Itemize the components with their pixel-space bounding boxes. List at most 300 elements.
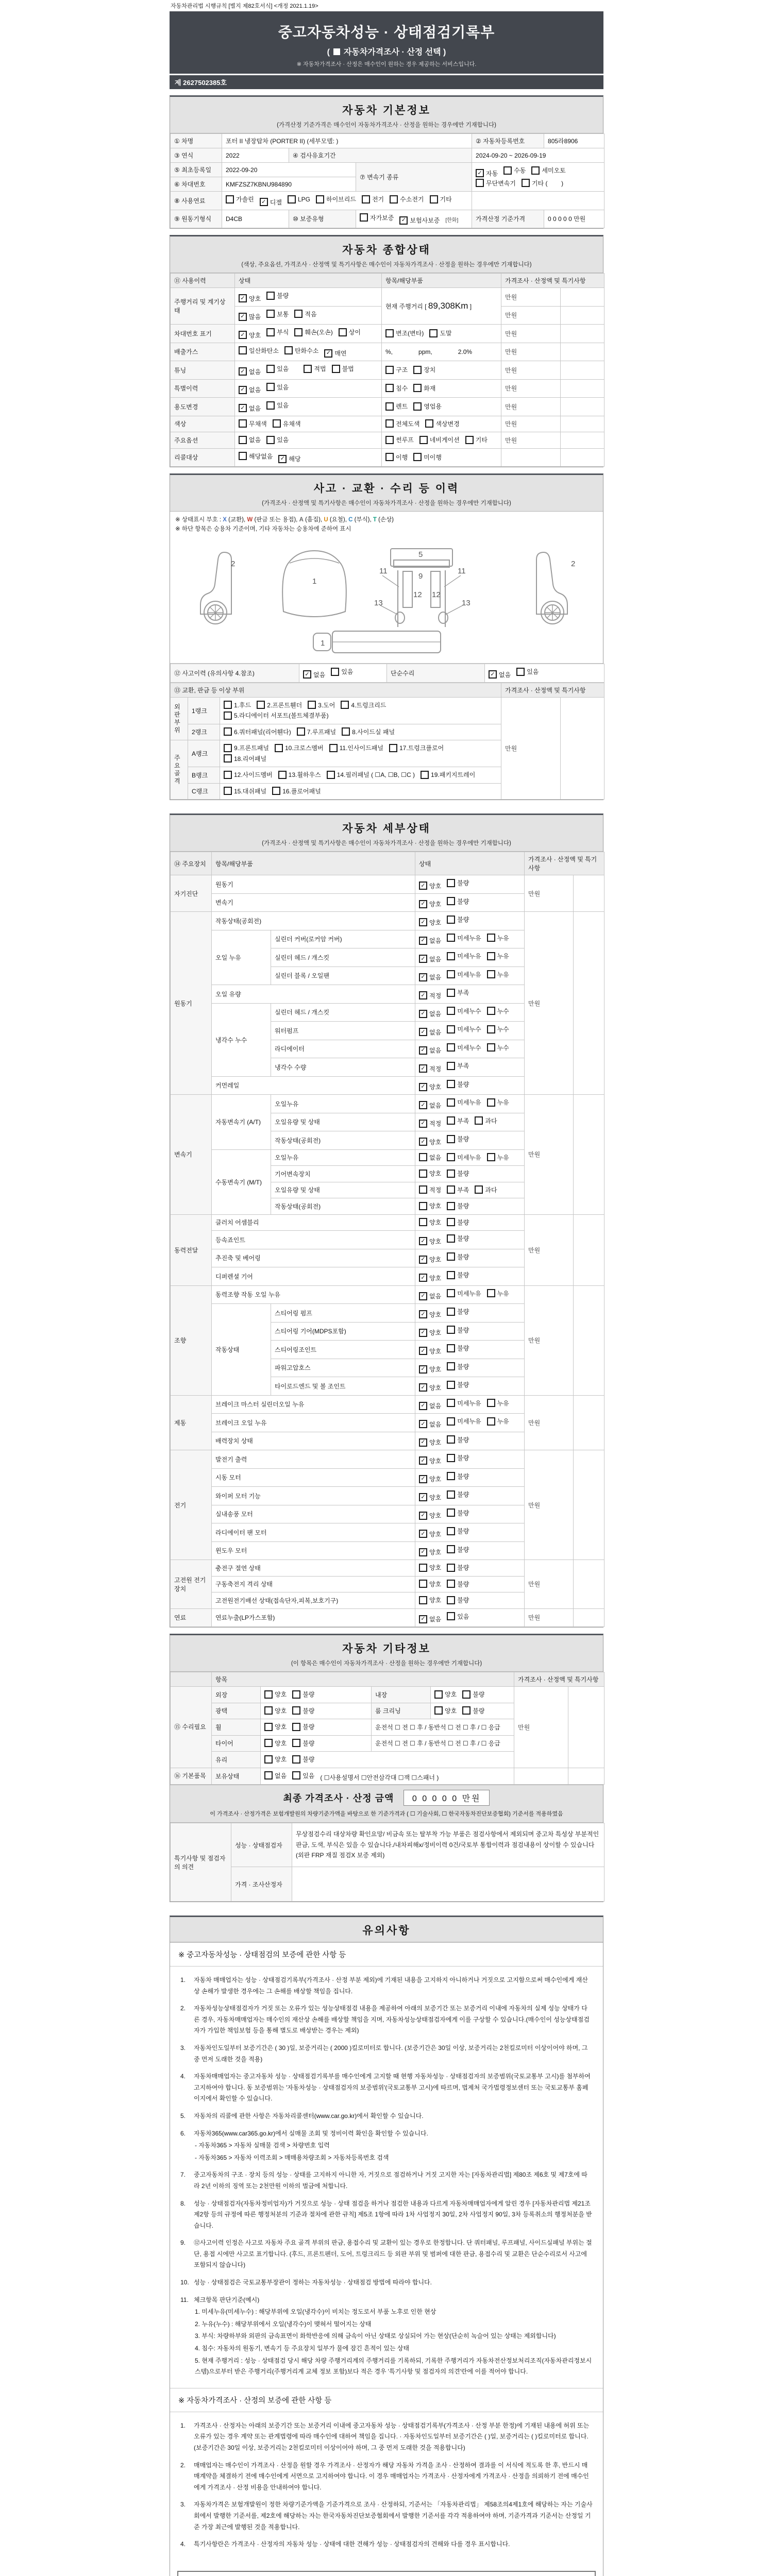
checkbox[interactable]: ✓ bbox=[239, 386, 247, 394]
checkbox[interactable] bbox=[447, 1545, 455, 1553]
transmission-options bbox=[472, 163, 604, 192]
usage-change-state bbox=[235, 398, 382, 416]
checkbox-unchecked bbox=[419, 1563, 441, 1572]
checkbox[interactable]: ✓ bbox=[419, 1475, 427, 1483]
legend-mark-desc: (교환), bbox=[226, 517, 247, 523]
checkbox[interactable] bbox=[224, 711, 232, 720]
checkbox[interactable] bbox=[447, 916, 455, 924]
checkbox[interactable] bbox=[292, 1706, 300, 1715]
checkbox[interactable] bbox=[239, 419, 247, 428]
checkbox[interactable] bbox=[224, 771, 232, 779]
detail-item-state bbox=[415, 1058, 525, 1077]
checkbox[interactable] bbox=[429, 329, 438, 337]
checkbox-label: 양호 bbox=[429, 1439, 442, 1446]
checkbox[interactable] bbox=[447, 1326, 455, 1334]
checkbox[interactable]: ✓ bbox=[419, 973, 427, 981]
checkbox-unchecked bbox=[292, 1739, 314, 1748]
checkbox-label: 양호 bbox=[429, 1530, 442, 1538]
opinions-table bbox=[170, 1823, 604, 1902]
price-note-cell bbox=[574, 875, 604, 912]
checkbox-checked bbox=[399, 216, 440, 225]
notice-item bbox=[180, 2460, 593, 2494]
checkbox[interactable] bbox=[385, 384, 394, 392]
checkbox[interactable] bbox=[224, 754, 232, 762]
exterior-label: 외장 bbox=[212, 1687, 261, 1703]
checkbox[interactable] bbox=[264, 1771, 273, 1780]
checkbox[interactable] bbox=[360, 213, 368, 222]
checkbox-unchecked bbox=[447, 1399, 481, 1408]
checkbox-label: 부족 bbox=[457, 1062, 469, 1070]
notice-item-number: 3. bbox=[180, 2501, 186, 2509]
checkbox[interactable] bbox=[487, 1043, 495, 1052]
checkbox[interactable] bbox=[447, 1399, 455, 1407]
checkbox[interactable]: ✓ bbox=[419, 1438, 427, 1447]
checkbox[interactable]: ✓ bbox=[260, 198, 268, 206]
checkbox[interactable] bbox=[516, 668, 525, 676]
checkbox[interactable] bbox=[266, 436, 275, 444]
year-label: ③ 연식 bbox=[171, 148, 222, 163]
checkbox[interactable] bbox=[331, 668, 339, 676]
checkbox-unchecked bbox=[264, 1739, 287, 1748]
checkbox[interactable] bbox=[419, 1218, 427, 1226]
checkbox[interactable] bbox=[522, 179, 530, 187]
checkbox[interactable]: ✓ bbox=[419, 955, 427, 963]
checkbox[interactable]: ✓ bbox=[239, 331, 247, 339]
accident-table bbox=[170, 664, 604, 683]
checkbox-unchecked bbox=[224, 701, 251, 709]
detail-item-state bbox=[415, 1198, 525, 1215]
checkbox[interactable] bbox=[266, 383, 275, 391]
checkbox[interactable] bbox=[327, 771, 335, 779]
checkbox-unchecked bbox=[304, 364, 326, 373]
checkbox[interactable] bbox=[421, 771, 429, 779]
checkbox[interactable] bbox=[447, 1381, 455, 1389]
checkbox[interactable]: ✓ bbox=[419, 1064, 427, 1073]
notice-items bbox=[170, 1967, 603, 2388]
checkbox[interactable] bbox=[292, 1723, 300, 1731]
checkbox-unchecked bbox=[329, 743, 383, 752]
possession-checkboxes bbox=[264, 1774, 320, 1781]
checkbox[interactable] bbox=[475, 1185, 483, 1194]
checkbox[interactable] bbox=[292, 1739, 300, 1747]
notice-item-text bbox=[194, 2420, 593, 2454]
detail-item-label: 배력장치 상태 bbox=[212, 1432, 415, 1450]
checkbox[interactable] bbox=[447, 952, 455, 960]
checkbox[interactable] bbox=[447, 1185, 455, 1194]
price-unit: 만원 bbox=[525, 1560, 574, 1609]
final-price-label: 최종 가격조사 · 산정 금액 bbox=[283, 1793, 394, 1804]
checkbox[interactable]: ✓ bbox=[239, 404, 247, 412]
checkbox[interactable]: ✓ bbox=[419, 900, 427, 908]
checkbox[interactable] bbox=[465, 436, 474, 444]
checkbox[interactable] bbox=[239, 436, 247, 444]
checkbox[interactable] bbox=[292, 1771, 300, 1780]
checkbox[interactable] bbox=[447, 1308, 455, 1316]
checkbox[interactable] bbox=[224, 787, 232, 795]
checkbox[interactable]: ✓ bbox=[419, 1347, 427, 1355]
checkbox[interactable] bbox=[266, 292, 275, 300]
checkbox-label: 양호 bbox=[275, 1739, 287, 1747]
checkbox[interactable] bbox=[447, 1344, 455, 1352]
detail-item-label: 등속죠인트 bbox=[212, 1231, 415, 1249]
engine-type-value: D4CB bbox=[222, 210, 289, 228]
checkbox[interactable] bbox=[475, 1116, 483, 1125]
checkbox[interactable]: ✓ bbox=[239, 313, 247, 321]
checkbox[interactable] bbox=[447, 1234, 455, 1243]
checkbox-label: 보통 bbox=[277, 310, 289, 318]
checkbox[interactable] bbox=[266, 365, 275, 373]
checkbox[interactable] bbox=[447, 1025, 455, 1033]
checkbox[interactable] bbox=[487, 970, 495, 978]
checkbox[interactable]: ✓ bbox=[419, 1101, 427, 1109]
checkbox[interactable] bbox=[329, 744, 338, 752]
checkbox[interactable] bbox=[447, 1362, 455, 1370]
checkbox[interactable] bbox=[264, 1690, 273, 1699]
checkbox[interactable] bbox=[434, 1706, 443, 1715]
checkbox[interactable] bbox=[447, 1612, 455, 1620]
tuning-legality bbox=[304, 367, 359, 375]
checkbox[interactable] bbox=[487, 934, 495, 942]
checkbox[interactable] bbox=[487, 1417, 495, 1426]
checkbox[interactable]: ✓ bbox=[419, 1402, 427, 1410]
final-price-band bbox=[170, 1785, 603, 1823]
checkbox-unchecked bbox=[447, 988, 469, 997]
checkbox[interactable] bbox=[308, 701, 316, 709]
device-group-label: 전기 bbox=[171, 1450, 212, 1560]
price-unit: 만원 bbox=[501, 343, 561, 361]
checkbox-label: 미세누수 bbox=[457, 1007, 481, 1015]
checkbox[interactable] bbox=[487, 952, 495, 960]
first-reg-label: ⑤ 최초등록일 bbox=[171, 163, 222, 177]
detail-item-label: 실내송풍 모터 bbox=[212, 1505, 415, 1523]
detail-item-state bbox=[415, 912, 525, 930]
checkbox[interactable] bbox=[419, 1202, 427, 1210]
fuel-options bbox=[222, 192, 472, 210]
checkbox[interactable] bbox=[413, 366, 422, 374]
checkbox[interactable] bbox=[419, 436, 428, 444]
device-sub-label: 오일 누유 bbox=[212, 930, 271, 985]
checkbox[interactable] bbox=[385, 402, 394, 411]
checkbox[interactable]: ✓ bbox=[419, 1512, 427, 1520]
checkbox[interactable] bbox=[224, 727, 232, 736]
checkbox-unchecked bbox=[224, 770, 273, 779]
price-unit: 만원 bbox=[501, 398, 561, 416]
checkbox[interactable]: ✓ bbox=[419, 1256, 427, 1264]
checkbox-label: 없음 bbox=[429, 974, 442, 981]
checkbox-checked bbox=[419, 1401, 441, 1410]
checkbox[interactable] bbox=[487, 1098, 495, 1107]
price-unit: 만원 bbox=[501, 697, 561, 800]
checkbox[interactable] bbox=[531, 166, 540, 175]
checkbox[interactable] bbox=[419, 1596, 427, 1604]
main-option-state bbox=[235, 432, 382, 449]
checkbox[interactable]: ✓ bbox=[303, 670, 311, 679]
checkbox[interactable]: ✓ bbox=[419, 1083, 427, 1091]
checkbox[interactable] bbox=[413, 453, 422, 461]
checkbox[interactable] bbox=[447, 1062, 455, 1070]
checkbox[interactable]: ✓ bbox=[419, 1310, 427, 1318]
checkbox[interactable] bbox=[447, 1271, 455, 1279]
wheel-positions: 운전석 ☐ 전 ☐ 후 / 동반석 ☐ 전 ☐ 후 / ☐ 응급 bbox=[372, 1719, 514, 1736]
checkbox[interactable]: ✓ bbox=[419, 1383, 427, 1392]
checkbox[interactable]: ✓ bbox=[419, 1120, 427, 1128]
checkbox[interactable] bbox=[447, 1527, 455, 1535]
checkbox[interactable]: ✓ bbox=[239, 294, 247, 302]
checkbox[interactable] bbox=[264, 1739, 273, 1747]
detail-item-label: 오일누유 bbox=[271, 1149, 415, 1166]
checkbox[interactable]: ✓ bbox=[419, 1329, 427, 1337]
checkbox-checked bbox=[419, 991, 441, 1000]
checkbox[interactable] bbox=[266, 328, 275, 336]
checkbox[interactable]: ✓ bbox=[419, 1456, 427, 1465]
checkbox[interactable]: ✓ bbox=[239, 367, 247, 376]
inspector-opinion: 무상점검수리 대상차량 확인요망/ 비금속 또는 탈부착 가능 부품은 점검사항에서 제외되며 중고차 특성상 부분적인 판금, 도색, 부식은 있을 수 있습니다./내차피해x/정비이력 0건/국토부 통합이력과 점검내용이 상이할 수 있습니다(외판 FRP 재질 점검X 보증 제외) bbox=[292, 1823, 604, 1867]
checkbox[interactable] bbox=[487, 1399, 495, 1407]
checkbox[interactable] bbox=[447, 970, 455, 978]
detail-item-state bbox=[415, 1076, 525, 1095]
detail-item-state bbox=[415, 1592, 525, 1609]
checkbox[interactable] bbox=[292, 1690, 300, 1699]
checkbox[interactable] bbox=[332, 365, 340, 373]
rank-label: A랭크 bbox=[188, 740, 220, 767]
diagram-label-side-member-r: 12 bbox=[432, 590, 441, 599]
detail-item-state bbox=[415, 1249, 525, 1267]
checkbox[interactable]: ✓ bbox=[476, 169, 484, 177]
accident-band bbox=[170, 475, 603, 512]
checkbox-label: 16.플로어패널 bbox=[282, 787, 321, 795]
checkbox[interactable] bbox=[239, 452, 247, 460]
exchange-label: ⑬ 교환, 판금 등 이상 부위 bbox=[171, 683, 501, 697]
checkbox[interactable] bbox=[341, 701, 349, 709]
checkbox[interactable] bbox=[447, 1509, 455, 1517]
checkbox[interactable] bbox=[224, 701, 232, 709]
checkbox[interactable]: ✓ bbox=[419, 937, 427, 945]
checkbox[interactable] bbox=[430, 195, 438, 204]
checkbox-label: 불량 bbox=[457, 1454, 469, 1462]
checkbox[interactable]: ✓ bbox=[324, 349, 332, 358]
checkbox[interactable] bbox=[487, 1153, 495, 1161]
tire-label: 타이어 bbox=[212, 1735, 261, 1752]
checkbox-label: 양호 bbox=[429, 1366, 442, 1373]
checkbox-unchecked bbox=[462, 1690, 484, 1699]
checkbox[interactable] bbox=[476, 179, 484, 187]
checkbox[interactable] bbox=[419, 1564, 427, 1572]
checkbox[interactable]: ✓ bbox=[419, 1548, 427, 1556]
checkbox[interactable] bbox=[487, 1289, 495, 1297]
accident-note: (가격조사 · 산정액 및 특기사항은 매수인이 자동차가격조사 · 산정을 원하는 경우에만 기재합니다) bbox=[262, 500, 511, 506]
checkbox[interactable] bbox=[447, 1580, 455, 1588]
checkbox[interactable]: ✓ bbox=[419, 1615, 427, 1623]
checkbox[interactable] bbox=[264, 1723, 273, 1731]
checkbox-label: 5.라디에이터 서포트(볼트체결부품) bbox=[234, 712, 329, 719]
comprehensive-table bbox=[170, 273, 604, 467]
checkbox[interactable] bbox=[385, 366, 394, 374]
checkbox[interactable]: ✓ bbox=[419, 1420, 427, 1428]
checkbox[interactable] bbox=[447, 1080, 455, 1088]
checkbox-unchecked bbox=[224, 711, 329, 720]
checkbox[interactable] bbox=[275, 744, 283, 752]
checkbox[interactable] bbox=[447, 1218, 455, 1226]
checkbox[interactable] bbox=[447, 1043, 455, 1052]
checkbox[interactable] bbox=[389, 744, 397, 752]
checkbox[interactable] bbox=[419, 1153, 427, 1161]
legend-mark-code: A bbox=[299, 517, 304, 523]
checkbox[interactable]: ✓ bbox=[419, 1138, 427, 1146]
rank-items bbox=[220, 724, 501, 740]
checkbox[interactable]: ✓ bbox=[399, 216, 408, 225]
checkbox[interactable] bbox=[224, 744, 232, 752]
checkbox[interactable] bbox=[447, 1098, 455, 1107]
checkbox[interactable] bbox=[419, 1185, 427, 1194]
checkbox[interactable] bbox=[266, 310, 275, 318]
checkbox[interactable] bbox=[487, 1025, 495, 1033]
checkbox[interactable] bbox=[266, 401, 275, 410]
checkbox[interactable] bbox=[273, 419, 281, 428]
checkbox[interactable] bbox=[462, 1706, 470, 1715]
checkbox[interactable] bbox=[487, 1007, 495, 1015]
checkbox[interactable] bbox=[297, 727, 305, 736]
price-unit: 만원 bbox=[525, 875, 574, 912]
checkbox[interactable] bbox=[264, 1755, 273, 1764]
checkbox[interactable] bbox=[385, 436, 394, 444]
detail-item-label: 작동상태(공회전) bbox=[271, 1198, 415, 1215]
checkbox[interactable] bbox=[294, 328, 303, 336]
checkbox[interactable] bbox=[447, 934, 455, 942]
checkbox[interactable] bbox=[447, 1417, 455, 1426]
checkbox[interactable] bbox=[447, 879, 455, 887]
checkbox[interactable] bbox=[413, 384, 422, 392]
detail-item-label: 클러치 어셈블리 bbox=[212, 1214, 415, 1231]
checkbox[interactable] bbox=[447, 1490, 455, 1499]
checkbox[interactable] bbox=[339, 328, 347, 336]
special-history-state bbox=[235, 379, 382, 398]
checkbox[interactable] bbox=[503, 166, 512, 175]
basic-info-table bbox=[170, 133, 604, 228]
warranty-label: ⑩ 보증유형 bbox=[289, 210, 356, 228]
checkbox[interactable] bbox=[257, 701, 265, 709]
checkbox[interactable] bbox=[284, 346, 293, 354]
checkbox[interactable] bbox=[304, 365, 312, 373]
current-mileage-value: 89,308Km bbox=[428, 301, 468, 311]
checkbox[interactable] bbox=[425, 419, 433, 428]
checkbox-label: 장치 bbox=[424, 366, 436, 374]
checkbox-unchecked bbox=[385, 384, 408, 393]
checkbox[interactable] bbox=[447, 1596, 455, 1604]
checkbox[interactable] bbox=[385, 453, 394, 461]
checkbox[interactable]: ✓ bbox=[419, 882, 427, 890]
checkbox-label: 없음 bbox=[429, 937, 442, 944]
notice-item-text bbox=[194, 2277, 593, 2289]
checkbox[interactable]: ✓ bbox=[419, 1365, 427, 1374]
rank-items bbox=[220, 767, 501, 784]
checkbox-label: 10.크로스멤버 bbox=[284, 744, 324, 752]
checkbox[interactable] bbox=[239, 346, 247, 354]
checkbox-label: 부족 bbox=[457, 1186, 469, 1194]
checkbox[interactable] bbox=[272, 787, 280, 795]
section-accident-history bbox=[170, 473, 603, 800]
checkbox[interactable] bbox=[362, 195, 370, 204]
checkbox[interactable] bbox=[434, 1690, 443, 1699]
recall-label: 리콜대상 bbox=[171, 448, 235, 467]
checkbox[interactable] bbox=[447, 1289, 455, 1297]
checkbox[interactable] bbox=[226, 195, 234, 204]
checkbox[interactable] bbox=[447, 1252, 455, 1261]
checkbox[interactable]: ✓ bbox=[419, 1292, 427, 1300]
checkbox-label: 누유 bbox=[497, 934, 509, 942]
notice-items bbox=[170, 2412, 603, 2561]
checkbox[interactable] bbox=[447, 897, 455, 905]
checkbox[interactable] bbox=[278, 771, 287, 779]
checkbox[interactable] bbox=[264, 1706, 273, 1715]
checkbox[interactable] bbox=[462, 1690, 470, 1699]
checkbox[interactable] bbox=[419, 1580, 427, 1588]
checkbox[interactable] bbox=[447, 1564, 455, 1572]
checkbox[interactable]: ✓ bbox=[419, 1010, 427, 1018]
detail-item-label: 작동상태(공회전) bbox=[271, 1131, 415, 1150]
checkbox[interactable] bbox=[447, 1202, 455, 1210]
detail-item-label: 실린더 블록 / 오일팬 bbox=[271, 967, 415, 985]
checkbox[interactable] bbox=[447, 1472, 455, 1480]
checkbox[interactable] bbox=[390, 195, 398, 204]
checkbox-checked bbox=[419, 1530, 441, 1538]
notice-item-sub: 2. 누유(누수) : 해당부위에서 오일(냉각수)이 맺혀서 떨어지는 상태 bbox=[195, 2320, 372, 2328]
checkbox[interactable] bbox=[447, 989, 455, 997]
checkbox-unchecked bbox=[522, 179, 563, 188]
checkbox[interactable] bbox=[342, 727, 350, 736]
checkbox[interactable]: ✓ bbox=[419, 1237, 427, 1245]
exterior-state bbox=[261, 1687, 372, 1703]
checkbox-label: 불량 bbox=[457, 1170, 469, 1177]
checkbox[interactable]: ✓ bbox=[419, 1493, 427, 1501]
checkbox[interactable]: ✓ bbox=[419, 1046, 427, 1055]
checkbox[interactable] bbox=[447, 1116, 455, 1125]
checkbox[interactable]: ✓ bbox=[419, 991, 427, 999]
checkbox[interactable] bbox=[385, 419, 394, 428]
checkbox[interactable] bbox=[447, 1153, 455, 1161]
checkbox[interactable] bbox=[294, 310, 303, 318]
checkbox[interactable] bbox=[447, 1454, 455, 1462]
checkbox[interactable] bbox=[413, 402, 422, 411]
checkbox-unchecked bbox=[447, 1326, 469, 1334]
checkbox[interactable]: ✓ bbox=[419, 918, 427, 926]
detail-item-label: 디퍼렌셜 기어 bbox=[212, 1267, 415, 1286]
checkbox[interactable]: ✓ bbox=[278, 455, 287, 463]
detail-item-state bbox=[415, 1377, 525, 1396]
checkbox[interactable] bbox=[292, 1755, 300, 1764]
checkbox[interactable] bbox=[316, 195, 324, 204]
checkbox[interactable]: ✓ bbox=[489, 670, 497, 679]
checkbox[interactable] bbox=[288, 195, 296, 204]
rank-items bbox=[220, 783, 501, 800]
checkbox[interactable]: ✓ bbox=[419, 1530, 427, 1538]
detail-item-state bbox=[415, 1304, 525, 1323]
checkbox[interactable]: ✓ bbox=[419, 1274, 427, 1282]
legend-mark-desc: (손상) bbox=[376, 517, 394, 523]
checkbox[interactable] bbox=[447, 1007, 455, 1015]
checkbox-label: 양호 bbox=[429, 1138, 442, 1146]
checkbox-label: 과다 bbox=[485, 1117, 497, 1125]
checkbox-label: 전체도색 bbox=[396, 420, 420, 428]
detail-item-state bbox=[415, 1541, 525, 1560]
checkbox[interactable] bbox=[419, 1170, 427, 1178]
checkbox-unchecked bbox=[447, 970, 481, 979]
checkbox-label: 양호 bbox=[275, 1707, 287, 1715]
checkbox[interactable] bbox=[447, 1435, 455, 1444]
checkbox[interactable] bbox=[447, 1170, 455, 1178]
checkbox[interactable] bbox=[385, 329, 394, 337]
checkbox[interactable] bbox=[447, 1135, 455, 1143]
checkbox[interactable]: ✓ bbox=[419, 1028, 427, 1036]
